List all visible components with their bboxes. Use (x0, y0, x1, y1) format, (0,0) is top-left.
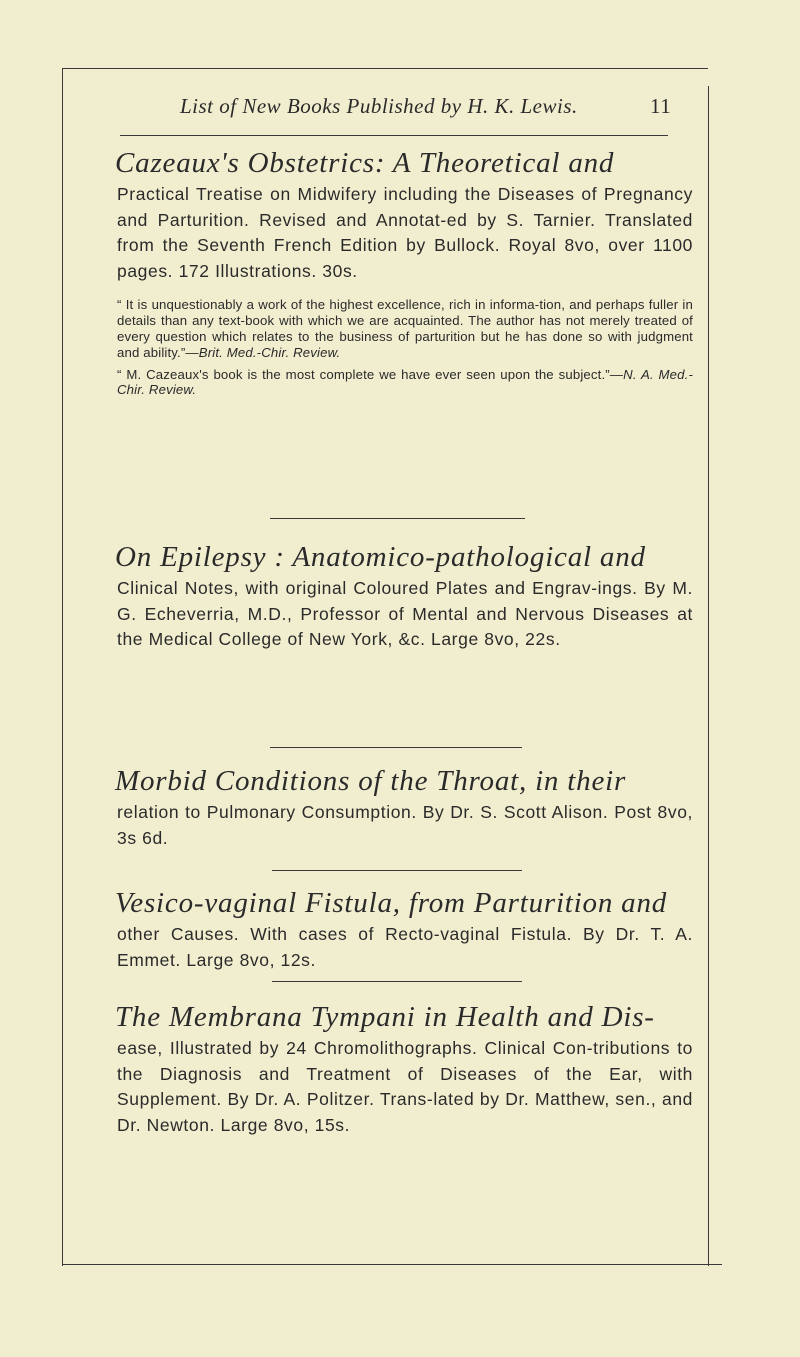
page-border-bottom (62, 1264, 722, 1265)
header-rule (120, 135, 668, 136)
quote-text: “ It is unquestionably a work of the highest excellence, rich in informa-tion, and perhaps fuller in details than any text-book with which we are acquainted. The author has not merely treated of every question which relates to the business of parturition but he has done so with judgment and ability.”— (117, 297, 693, 360)
section-divider (272, 981, 522, 982)
section-divider (272, 870, 522, 871)
quote-source: N. A. Med.-Chir. Review. (117, 366, 693, 398)
running-title: List of New Books Published by H. K. Lewis. (180, 94, 578, 118)
page-border-top (62, 68, 708, 69)
book-description: ease, Illustrated by 24 Chromolithographs. Clinical Con-tributions to the Diagnosis and Treatment of Diseases of the Ear, with Supplement. By Dr. A. Politzer. Trans-lated by Dr. Matthew, sen., and Dr. Newton. Large 8vo, 15s. (117, 1038, 693, 1135)
page-number: 11 (650, 94, 672, 118)
book-entry-epilepsy (117, 540, 693, 653)
review-quote (117, 367, 693, 399)
book-title: On Epilepsy : Anatomico-pathological and (115, 541, 646, 573)
page-border-right (708, 86, 709, 1266)
review-quote (117, 297, 693, 360)
book-title: Morbid Conditions of the Throat, in their (115, 765, 627, 797)
book-title: Vesico-vaginal Fistula, from Parturition and (115, 887, 668, 919)
book-title: Cazeaux's Obstetrics: A Theoretical and (115, 147, 615, 179)
book-description: Practical Treatise on Midwifery including the Diseases of Pregnancy and Parturition. Revised and Annotat-ed by S. Tarnier. Translated from the Seventh French Edition by Bullock. Royal 8vo, over 1100 pages. 172 Illustrations. 30s. (117, 184, 693, 281)
quote-text: “ M. Cazeaux's book is the most complete we have ever seen upon the subject.”— (117, 366, 624, 382)
book-description: other Causes. With cases of Recto-vaginal Fistula. By Dr. T. A. Emmet. Large 8vo, 12s. (117, 924, 693, 970)
section-divider (270, 518, 525, 519)
quote-source: Brit. Med.-Chir. Review. (198, 344, 341, 360)
page-border-left (62, 68, 63, 1266)
book-description: Clinical Notes, with original Coloured Plates and Engrav-ings. By M. G. Echeverria, M.D., Professor of Mental and Nervous Diseases at the Medical College of New York, &c. Large 8vo, 22s. (117, 578, 693, 650)
book-entry-throat (117, 764, 693, 851)
book-title: The Membrana Tympani in Health and Dis- (115, 1001, 655, 1033)
book-entry-cazeaux (117, 146, 693, 398)
running-header (180, 94, 680, 119)
book-entry-membrana (117, 1000, 693, 1138)
book-description: relation to Pulmonary Consumption. By Dr. S. Scott Alison. Post 8vo, 3s 6d. (117, 802, 693, 848)
book-entry-fistula (117, 886, 693, 973)
section-divider (270, 747, 522, 748)
